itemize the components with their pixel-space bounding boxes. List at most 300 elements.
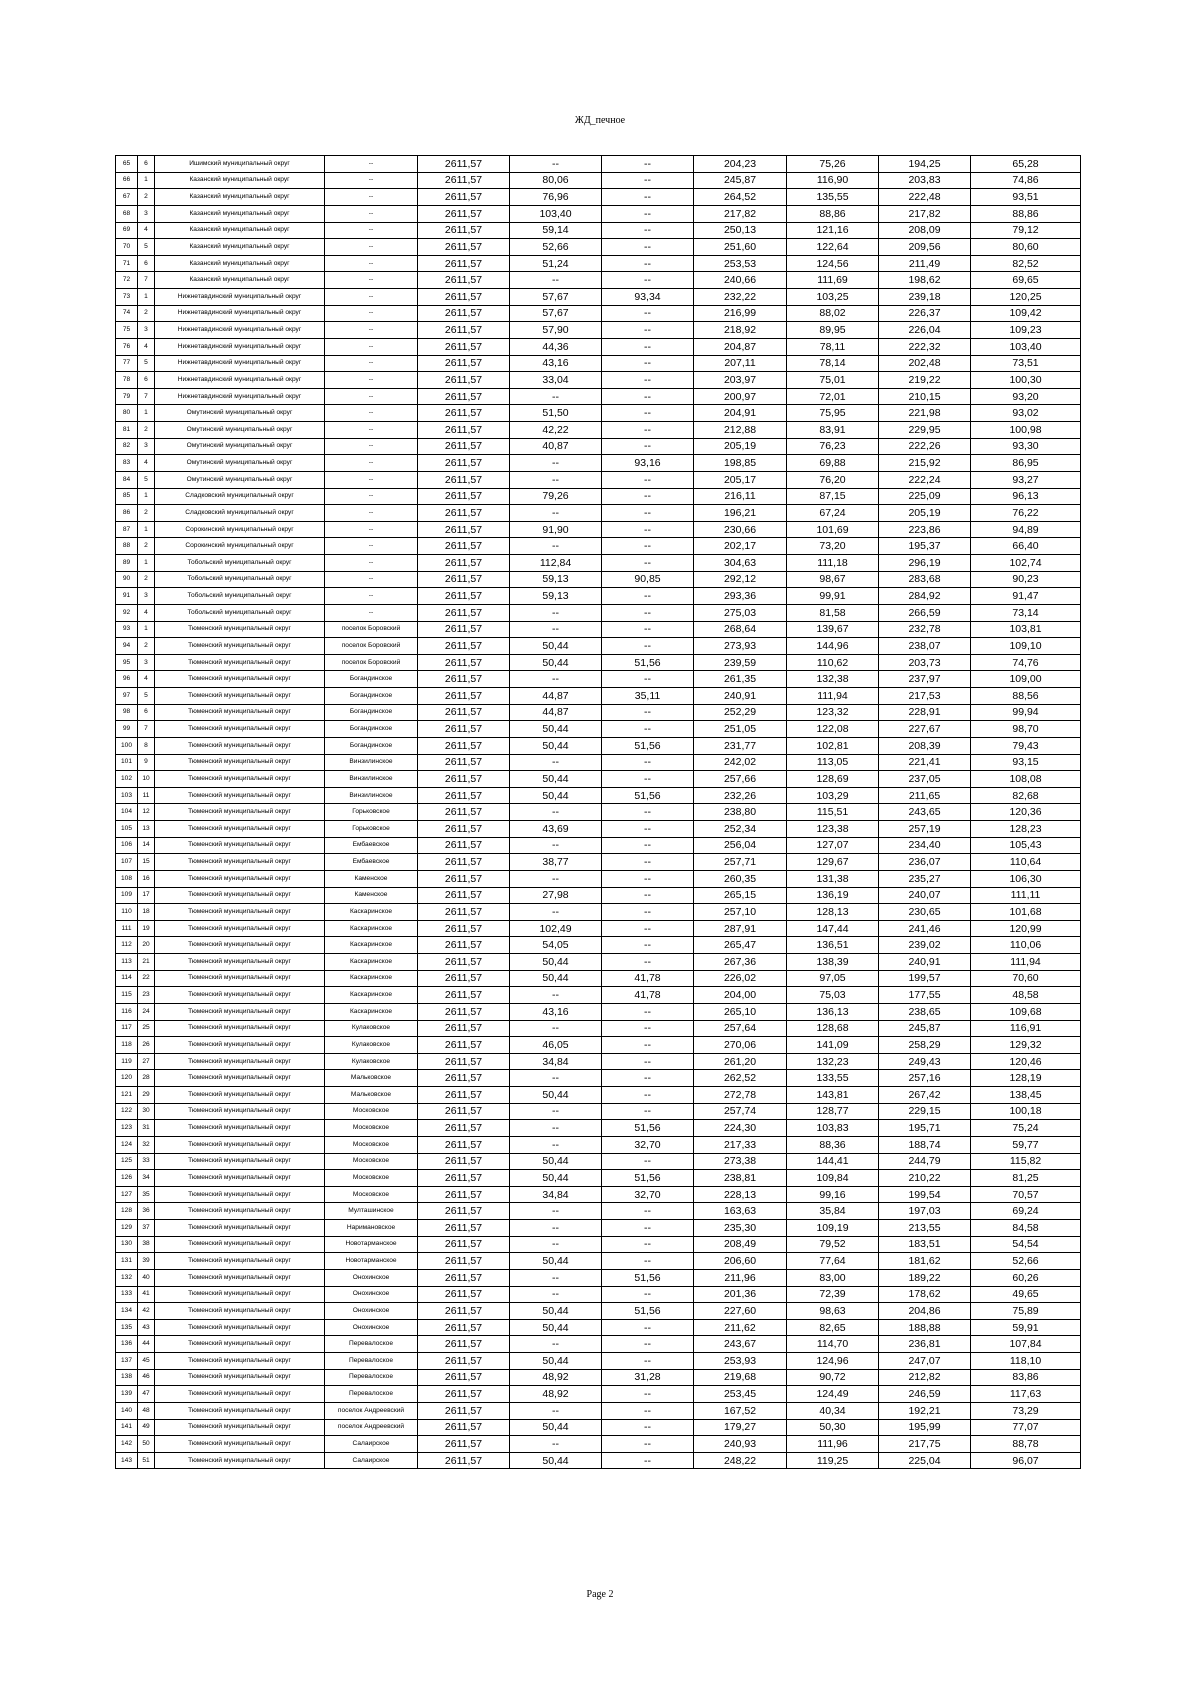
cell-settlement: -- bbox=[325, 471, 418, 488]
cell-value-6: 204,86 bbox=[879, 1303, 971, 1320]
cell-value-4: 232,22 bbox=[694, 289, 787, 306]
cell-value-1: 2611,57 bbox=[418, 471, 510, 488]
cell-value-6: 222,24 bbox=[879, 471, 971, 488]
cell-value-3: 32,70 bbox=[602, 1186, 694, 1203]
cell-value-5: 82,65 bbox=[787, 1319, 879, 1336]
cell-settlement: Московское bbox=[325, 1153, 418, 1170]
cell-value-7: 109,68 bbox=[971, 1003, 1081, 1020]
cell-value-7: 117,63 bbox=[971, 1386, 1081, 1403]
table-row bbox=[116, 438, 1081, 455]
cell-value-4: 257,10 bbox=[694, 904, 787, 921]
cell-value-1: 2611,57 bbox=[418, 970, 510, 987]
cell-municipality: Нижнетавдинский муниципальный округ bbox=[155, 338, 325, 355]
cell-value-2: -- bbox=[510, 1070, 602, 1087]
cell-value-6: 237,97 bbox=[879, 671, 971, 688]
cell-value-3: -- bbox=[602, 771, 694, 788]
cell-value-1: 2611,57 bbox=[418, 704, 510, 721]
cell-value-3: -- bbox=[602, 1236, 694, 1253]
table-row bbox=[116, 289, 1081, 306]
cell-value-6: 188,88 bbox=[879, 1319, 971, 1336]
cell-value-6: 199,57 bbox=[879, 970, 971, 987]
cell-row-number: 92 bbox=[116, 604, 138, 621]
cell-settlement: Московское bbox=[325, 1103, 418, 1120]
cell-value-4: 196,21 bbox=[694, 505, 787, 522]
table-row bbox=[116, 1120, 1081, 1137]
cell-value-2: 50,44 bbox=[510, 1303, 602, 1320]
cell-value-1: 2611,57 bbox=[418, 1020, 510, 1037]
cell-value-2: 50,44 bbox=[510, 737, 602, 754]
cell-value-3: -- bbox=[602, 1203, 694, 1220]
cell-value-4: 204,91 bbox=[694, 405, 787, 422]
cell-settlement: поселок Боровский bbox=[325, 638, 418, 655]
cell-value-5: 103,83 bbox=[787, 1120, 879, 1137]
cell-value-2: -- bbox=[510, 1236, 602, 1253]
cell-value-2: 59,13 bbox=[510, 571, 602, 588]
table-row bbox=[116, 688, 1081, 705]
cell-value-6: 247,07 bbox=[879, 1353, 971, 1370]
cell-value-2: 102,49 bbox=[510, 920, 602, 937]
cell-value-7: 138,45 bbox=[971, 1087, 1081, 1104]
cell-value-3: -- bbox=[602, 1037, 694, 1054]
cell-sub-number: 34 bbox=[138, 1170, 155, 1187]
cell-value-1: 2611,57 bbox=[418, 355, 510, 372]
cell-value-6: 199,54 bbox=[879, 1186, 971, 1203]
cell-value-4: 228,13 bbox=[694, 1186, 787, 1203]
cell-value-5: 72,01 bbox=[787, 388, 879, 405]
cell-value-3: -- bbox=[602, 671, 694, 688]
cell-value-6: 215,92 bbox=[879, 455, 971, 472]
cell-value-5: 69,88 bbox=[787, 455, 879, 472]
cell-sub-number: 36 bbox=[138, 1203, 155, 1220]
cell-value-2: -- bbox=[510, 987, 602, 1004]
cell-sub-number: 3 bbox=[138, 322, 155, 339]
cell-row-number: 135 bbox=[116, 1319, 138, 1336]
cell-row-number: 84 bbox=[116, 471, 138, 488]
cell-value-7: 120,46 bbox=[971, 1053, 1081, 1070]
cell-municipality: Ишимский муниципальный округ bbox=[155, 156, 325, 173]
table-row bbox=[116, 372, 1081, 389]
cell-settlement: поселок Боровский bbox=[325, 654, 418, 671]
cell-value-3: -- bbox=[602, 255, 694, 272]
cell-value-4: 260,35 bbox=[694, 870, 787, 887]
cell-value-1: 2611,57 bbox=[418, 1353, 510, 1370]
cell-value-7: 69,24 bbox=[971, 1203, 1081, 1220]
cell-sub-number: 4 bbox=[138, 604, 155, 621]
cell-value-6: 236,07 bbox=[879, 854, 971, 871]
cell-value-2: 34,84 bbox=[510, 1053, 602, 1070]
cell-value-4: 272,78 bbox=[694, 1087, 787, 1104]
cell-value-2: 50,44 bbox=[510, 771, 602, 788]
cell-value-3: -- bbox=[602, 887, 694, 904]
cell-settlement: -- bbox=[325, 571, 418, 588]
table-row bbox=[116, 638, 1081, 655]
cell-settlement: -- bbox=[325, 488, 418, 505]
cell-value-3: -- bbox=[602, 837, 694, 854]
cell-value-7: 98,70 bbox=[971, 721, 1081, 738]
cell-municipality: Тюменский муниципальный округ bbox=[155, 920, 325, 937]
cell-value-4: 253,93 bbox=[694, 1353, 787, 1370]
cell-municipality: Тюменский муниципальный округ bbox=[155, 1037, 325, 1054]
cell-value-4: 240,91 bbox=[694, 688, 787, 705]
cell-value-4: 257,66 bbox=[694, 771, 787, 788]
cell-municipality: Тюменский муниципальный округ bbox=[155, 1136, 325, 1153]
cell-value-6: 197,03 bbox=[879, 1203, 971, 1220]
cell-value-5: 124,56 bbox=[787, 255, 879, 272]
cell-settlement: Кулаковское bbox=[325, 1053, 418, 1070]
table-row bbox=[116, 1286, 1081, 1303]
cell-value-4: 206,60 bbox=[694, 1253, 787, 1270]
cell-municipality: Тюменский муниципальный округ bbox=[155, 754, 325, 771]
cell-row-number: 89 bbox=[116, 555, 138, 572]
cell-value-6: 222,32 bbox=[879, 338, 971, 355]
table-row bbox=[116, 1170, 1081, 1187]
table-row bbox=[116, 521, 1081, 538]
cell-settlement: Винзилинское bbox=[325, 771, 418, 788]
cell-value-3: 51,56 bbox=[602, 1303, 694, 1320]
cell-settlement: Наримановское bbox=[325, 1220, 418, 1237]
cell-value-3: 51,56 bbox=[602, 1269, 694, 1286]
cell-row-number: 120 bbox=[116, 1070, 138, 1087]
cell-value-1: 2611,57 bbox=[418, 954, 510, 971]
cell-value-5: 81,58 bbox=[787, 604, 879, 621]
cell-value-2: 50,44 bbox=[510, 970, 602, 987]
cell-value-3: -- bbox=[602, 322, 694, 339]
table-row bbox=[116, 538, 1081, 555]
cell-value-6: 227,67 bbox=[879, 721, 971, 738]
cell-value-5: 40,34 bbox=[787, 1402, 879, 1419]
cell-municipality: Тюменский муниципальный округ bbox=[155, 671, 325, 688]
cell-value-6: 213,55 bbox=[879, 1220, 971, 1237]
cell-value-2: 76,96 bbox=[510, 189, 602, 206]
cell-value-3: -- bbox=[602, 1452, 694, 1469]
cell-row-number: 65 bbox=[116, 156, 138, 173]
cell-value-1: 2611,57 bbox=[418, 1402, 510, 1419]
cell-value-1: 2611,57 bbox=[418, 1136, 510, 1153]
cell-value-3: -- bbox=[602, 1436, 694, 1453]
cell-settlement: -- bbox=[325, 372, 418, 389]
cell-value-6: 235,27 bbox=[879, 870, 971, 887]
cell-value-1: 2611,57 bbox=[418, 156, 510, 173]
cell-settlement: Богандинское bbox=[325, 721, 418, 738]
cell-sub-number: 1 bbox=[138, 488, 155, 505]
cell-value-1: 2611,57 bbox=[418, 172, 510, 189]
cell-settlement: Ембаевское bbox=[325, 837, 418, 854]
cell-sub-number: 48 bbox=[138, 1402, 155, 1419]
cell-row-number: 129 bbox=[116, 1220, 138, 1237]
table-row bbox=[116, 555, 1081, 572]
cell-value-2: 50,44 bbox=[510, 1353, 602, 1370]
cell-row-number: 138 bbox=[116, 1369, 138, 1386]
cell-sub-number: 51 bbox=[138, 1452, 155, 1469]
cell-value-7: 107,84 bbox=[971, 1336, 1081, 1353]
cell-row-number: 117 bbox=[116, 1020, 138, 1037]
cell-row-number: 76 bbox=[116, 338, 138, 355]
cell-value-2: 57,90 bbox=[510, 322, 602, 339]
cell-value-2: 34,84 bbox=[510, 1186, 602, 1203]
table-row bbox=[116, 405, 1081, 422]
cell-value-4: 208,49 bbox=[694, 1236, 787, 1253]
cell-value-5: 102,81 bbox=[787, 737, 879, 754]
cell-value-2: -- bbox=[510, 754, 602, 771]
cell-settlement: -- bbox=[325, 322, 418, 339]
cell-value-2: 57,67 bbox=[510, 289, 602, 306]
cell-value-3: -- bbox=[602, 904, 694, 921]
cell-value-2: -- bbox=[510, 1103, 602, 1120]
cell-value-3: -- bbox=[602, 1336, 694, 1353]
table-row bbox=[116, 471, 1081, 488]
table-row bbox=[116, 754, 1081, 771]
table-row bbox=[116, 338, 1081, 355]
cell-settlement: -- bbox=[325, 422, 418, 439]
cell-value-4: 261,35 bbox=[694, 671, 787, 688]
cell-value-6: 221,98 bbox=[879, 405, 971, 422]
cell-value-4: 200,97 bbox=[694, 388, 787, 405]
cell-value-5: 75,95 bbox=[787, 405, 879, 422]
table-row bbox=[116, 272, 1081, 289]
cell-row-number: 83 bbox=[116, 455, 138, 472]
cell-value-4: 245,87 bbox=[694, 172, 787, 189]
cell-value-7: 90,23 bbox=[971, 571, 1081, 588]
cell-value-6: 234,40 bbox=[879, 837, 971, 854]
cell-value-6: 217,82 bbox=[879, 205, 971, 222]
cell-value-4: 167,52 bbox=[694, 1402, 787, 1419]
cell-row-number: 77 bbox=[116, 355, 138, 372]
cell-value-5: 111,94 bbox=[787, 688, 879, 705]
cell-value-7: 54,54 bbox=[971, 1236, 1081, 1253]
cell-value-5: 143,81 bbox=[787, 1087, 879, 1104]
table-row bbox=[116, 1419, 1081, 1436]
cell-value-4: 261,20 bbox=[694, 1053, 787, 1070]
cell-value-7: 94,89 bbox=[971, 521, 1081, 538]
cell-sub-number: 4 bbox=[138, 671, 155, 688]
table-row bbox=[116, 1269, 1081, 1286]
cell-municipality: Тюменский муниципальный округ bbox=[155, 1186, 325, 1203]
cell-value-3: -- bbox=[602, 488, 694, 505]
cell-municipality: Тюменский муниципальный округ bbox=[155, 1402, 325, 1419]
cell-municipality: Тюменский муниципальный округ bbox=[155, 737, 325, 754]
cell-sub-number: 1 bbox=[138, 405, 155, 422]
cell-sub-number: 18 bbox=[138, 904, 155, 921]
cell-value-2: 59,13 bbox=[510, 588, 602, 605]
cell-row-number: 119 bbox=[116, 1053, 138, 1070]
table-row bbox=[116, 205, 1081, 222]
cell-settlement: -- bbox=[325, 388, 418, 405]
cell-municipality: Тюменский муниципальный округ bbox=[155, 987, 325, 1004]
cell-value-7: 109,00 bbox=[971, 671, 1081, 688]
cell-value-1: 2611,57 bbox=[418, 987, 510, 1004]
cell-value-3: -- bbox=[602, 920, 694, 937]
cell-value-2: -- bbox=[510, 272, 602, 289]
cell-value-6: 198,62 bbox=[879, 272, 971, 289]
table-row bbox=[116, 1353, 1081, 1370]
cell-sub-number: 47 bbox=[138, 1386, 155, 1403]
cell-row-number: 139 bbox=[116, 1386, 138, 1403]
cell-value-6: 225,09 bbox=[879, 488, 971, 505]
cell-sub-number: 27 bbox=[138, 1053, 155, 1070]
cell-value-3: -- bbox=[602, 604, 694, 621]
cell-value-6: 257,19 bbox=[879, 821, 971, 838]
cell-row-number: 142 bbox=[116, 1436, 138, 1453]
cell-settlement: Богандинское bbox=[325, 671, 418, 688]
cell-settlement: Онохинское bbox=[325, 1286, 418, 1303]
table-row bbox=[116, 156, 1081, 173]
cell-value-2: -- bbox=[510, 471, 602, 488]
cell-value-3: -- bbox=[602, 172, 694, 189]
cell-settlement: -- bbox=[325, 521, 418, 538]
cell-value-6: 222,48 bbox=[879, 189, 971, 206]
cell-value-5: 88,36 bbox=[787, 1136, 879, 1153]
table-row bbox=[116, 954, 1081, 971]
cell-value-1: 2611,57 bbox=[418, 405, 510, 422]
cell-value-7: 49,65 bbox=[971, 1286, 1081, 1303]
cell-value-1: 2611,57 bbox=[418, 239, 510, 256]
cell-value-1: 2611,57 bbox=[418, 189, 510, 206]
cell-value-6: 240,07 bbox=[879, 887, 971, 904]
cell-value-6: 177,55 bbox=[879, 987, 971, 1004]
cell-value-1: 2611,57 bbox=[418, 1386, 510, 1403]
cell-value-4: 252,29 bbox=[694, 704, 787, 721]
cell-settlement: Каскаринское bbox=[325, 920, 418, 937]
cell-value-2: 48,92 bbox=[510, 1369, 602, 1386]
cell-value-4: 204,23 bbox=[694, 156, 787, 173]
cell-value-4: 231,77 bbox=[694, 737, 787, 754]
cell-value-4: 211,62 bbox=[694, 1319, 787, 1336]
cell-value-7: 101,68 bbox=[971, 904, 1081, 921]
cell-sub-number: 39 bbox=[138, 1253, 155, 1270]
cell-value-3: 31,28 bbox=[602, 1369, 694, 1386]
cell-value-7: 59,77 bbox=[971, 1136, 1081, 1153]
cell-value-1: 2611,57 bbox=[418, 488, 510, 505]
cell-value-5: 124,96 bbox=[787, 1353, 879, 1370]
cell-value-6: 225,04 bbox=[879, 1452, 971, 1469]
cell-row-number: 98 bbox=[116, 704, 138, 721]
cell-municipality: Тюменский муниципальный округ bbox=[155, 1170, 325, 1187]
cell-value-1: 2611,57 bbox=[418, 870, 510, 887]
cell-value-5: 136,51 bbox=[787, 937, 879, 954]
cell-value-6: 249,43 bbox=[879, 1053, 971, 1070]
cell-value-4: 179,27 bbox=[694, 1419, 787, 1436]
cell-settlement: -- bbox=[325, 239, 418, 256]
cell-settlement: Винзилинское bbox=[325, 754, 418, 771]
cell-value-3: -- bbox=[602, 621, 694, 638]
cell-value-3: -- bbox=[602, 189, 694, 206]
cell-value-2: -- bbox=[510, 1436, 602, 1453]
cell-value-4: 257,64 bbox=[694, 1020, 787, 1037]
cell-row-number: 107 bbox=[116, 854, 138, 871]
cell-value-5: 87,15 bbox=[787, 488, 879, 505]
cell-row-number: 102 bbox=[116, 771, 138, 788]
cell-municipality: Нижнетавдинский муниципальный округ bbox=[155, 388, 325, 405]
cell-row-number: 131 bbox=[116, 1253, 138, 1270]
table-row bbox=[116, 654, 1081, 671]
cell-value-5: 78,11 bbox=[787, 338, 879, 355]
cell-value-2: 44,87 bbox=[510, 704, 602, 721]
cell-sub-number: 33 bbox=[138, 1153, 155, 1170]
cell-value-4: 219,68 bbox=[694, 1369, 787, 1386]
cell-value-7: 60,26 bbox=[971, 1269, 1081, 1286]
cell-municipality: Казанский муниципальный округ bbox=[155, 205, 325, 222]
cell-value-4: 268,64 bbox=[694, 621, 787, 638]
cell-value-6: 211,49 bbox=[879, 255, 971, 272]
cell-row-number: 105 bbox=[116, 821, 138, 838]
cell-value-6: 239,18 bbox=[879, 289, 971, 306]
cell-value-4: 205,19 bbox=[694, 438, 787, 455]
cell-sub-number: 21 bbox=[138, 954, 155, 971]
cell-sub-number: 20 bbox=[138, 937, 155, 954]
cell-municipality: Тюменский муниципальный округ bbox=[155, 1153, 325, 1170]
cell-value-2: 50,44 bbox=[510, 1452, 602, 1469]
table-row bbox=[116, 1186, 1081, 1203]
cell-value-3: -- bbox=[602, 638, 694, 655]
table-row bbox=[116, 1070, 1081, 1087]
cell-value-1: 2611,57 bbox=[418, 1253, 510, 1270]
cell-row-number: 87 bbox=[116, 521, 138, 538]
cell-value-1: 2611,57 bbox=[418, 205, 510, 222]
cell-value-3: -- bbox=[602, 538, 694, 555]
cell-sub-number: 22 bbox=[138, 970, 155, 987]
cell-settlement: -- bbox=[325, 156, 418, 173]
cell-sub-number: 37 bbox=[138, 1220, 155, 1237]
cell-row-number: 73 bbox=[116, 289, 138, 306]
cell-value-7: 110,64 bbox=[971, 854, 1081, 871]
cell-value-1: 2611,57 bbox=[418, 1186, 510, 1203]
cell-value-6: 237,05 bbox=[879, 771, 971, 788]
cell-sub-number: 17 bbox=[138, 887, 155, 904]
cell-value-6: 195,99 bbox=[879, 1419, 971, 1436]
cell-value-3: -- bbox=[602, 1286, 694, 1303]
cell-row-number: 128 bbox=[116, 1203, 138, 1220]
cell-value-4: 201,36 bbox=[694, 1286, 787, 1303]
cell-value-2: -- bbox=[510, 837, 602, 854]
cell-value-7: 93,02 bbox=[971, 405, 1081, 422]
cell-value-1: 2611,57 bbox=[418, 289, 510, 306]
cell-value-7: 84,58 bbox=[971, 1220, 1081, 1237]
cell-value-5: 124,49 bbox=[787, 1386, 879, 1403]
cell-settlement: Каскаринское bbox=[325, 937, 418, 954]
table-row bbox=[116, 1236, 1081, 1253]
cell-value-6: 203,73 bbox=[879, 654, 971, 671]
cell-value-6: 283,68 bbox=[879, 571, 971, 588]
cell-value-5: 119,25 bbox=[787, 1452, 879, 1469]
cell-municipality: Тюменский муниципальный округ bbox=[155, 1020, 325, 1037]
cell-value-6: 194,25 bbox=[879, 156, 971, 173]
cell-row-number: 66 bbox=[116, 172, 138, 189]
cell-value-1: 2611,57 bbox=[418, 455, 510, 472]
cell-value-7: 120,99 bbox=[971, 920, 1081, 937]
cell-row-number: 95 bbox=[116, 654, 138, 671]
cell-settlement: поселок Андреевский bbox=[325, 1402, 418, 1419]
cell-settlement: Мальковское bbox=[325, 1070, 418, 1087]
cell-value-1: 2611,57 bbox=[418, 671, 510, 688]
cell-sub-number: 2 bbox=[138, 422, 155, 439]
cell-municipality: Тюменский муниципальный округ bbox=[155, 937, 325, 954]
cell-value-2: 43,16 bbox=[510, 1003, 602, 1020]
cell-value-2: 52,66 bbox=[510, 239, 602, 256]
cell-value-5: 35,84 bbox=[787, 1203, 879, 1220]
cell-value-6: 238,07 bbox=[879, 638, 971, 655]
cell-row-number: 79 bbox=[116, 388, 138, 405]
cell-value-2: 48,92 bbox=[510, 1386, 602, 1403]
cell-value-2: 50,44 bbox=[510, 1319, 602, 1336]
cell-value-7: 100,30 bbox=[971, 372, 1081, 389]
cell-settlement: -- bbox=[325, 505, 418, 522]
cell-sub-number: 45 bbox=[138, 1353, 155, 1370]
cell-settlement: -- bbox=[325, 604, 418, 621]
cell-value-7: 73,29 bbox=[971, 1402, 1081, 1419]
cell-value-7: 102,74 bbox=[971, 555, 1081, 572]
cell-settlement: Московское bbox=[325, 1120, 418, 1137]
cell-value-6: 195,37 bbox=[879, 538, 971, 555]
